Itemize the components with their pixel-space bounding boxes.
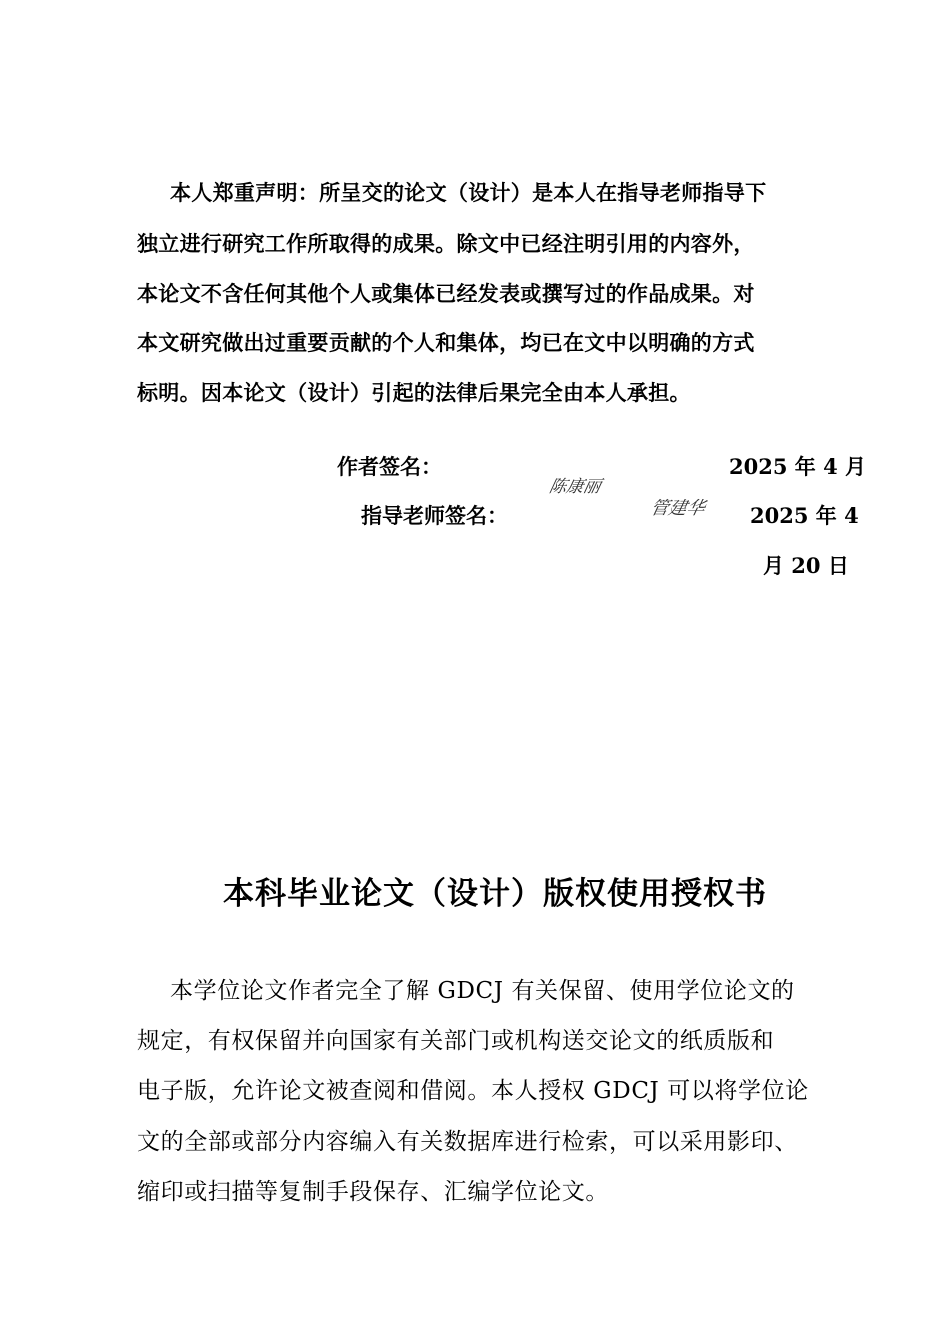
declaration-line: 本论文不含任何其他个人或集体已经发表或撰写过的作品成果。对	[137, 281, 755, 306]
advisor-handwritten-signature: 管建华	[648, 498, 707, 519]
authorization-line: 电子版，允许论文被查阅和借阅。本人授权 GDCJ 可以将学位论	[137, 1078, 809, 1104]
declaration-line: 本文研究做出过重要贡献的个人和集体，均已在文中以明确的方式	[137, 330, 755, 355]
author-signature-label: 作者签名：	[337, 454, 442, 479]
declaration-line: 本人郑重声明：所呈交的论文（设计）是本人在指导老师指导下	[170, 180, 767, 205]
declaration-line: 标明。因本论文（设计）引起的法律后果完全由本人承担。	[137, 380, 691, 405]
author-signature-date: 2025 年 4 月	[729, 454, 866, 479]
author-handwritten-signature: 陈康丽	[547, 477, 603, 497]
advisor-signature-label: 指导老师签名：	[361, 503, 508, 528]
authorization-line: 文的全部或部分内容编入有关数据库进行检索，可以采用影印、	[137, 1129, 798, 1155]
advisor-signature-date-continued: 月 20 日	[763, 553, 849, 578]
authorization-line: 缩印或扫描等复制手段保存、汇编学位论文。	[137, 1179, 609, 1205]
declaration-line: 独立进行研究工作所取得的成果。除文中已经注明引用的内容外，	[137, 231, 755, 256]
authorization-line: 本学位论文作者完全了解 GDCJ 有关保留、使用学位论文的	[170, 978, 795, 1004]
advisor-signature-date: 2025 年 4	[750, 503, 859, 528]
authorization-line: 规定，有权保留并向国家有关部门或机构送交论文的纸质版和	[137, 1028, 775, 1054]
authorization-title: 本科毕业论文（设计）版权使用授权书	[223, 876, 767, 912]
